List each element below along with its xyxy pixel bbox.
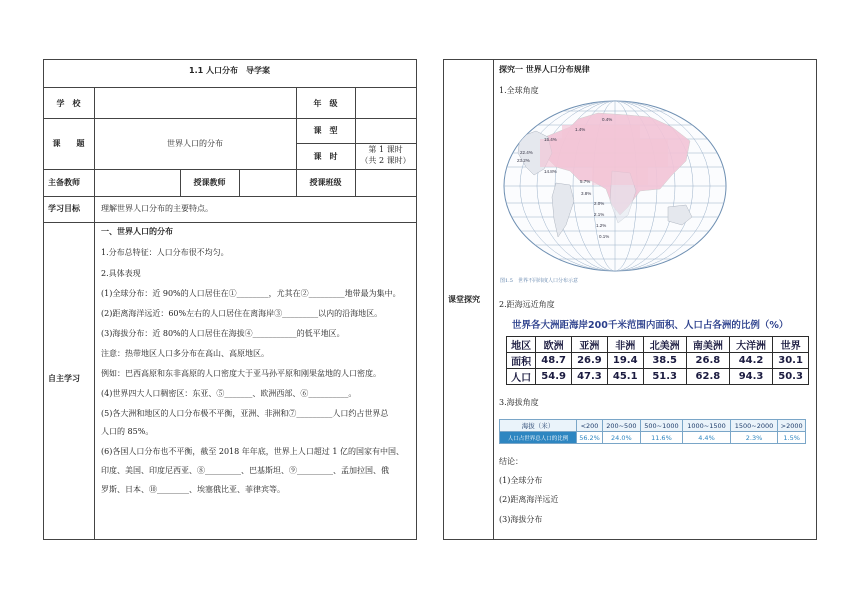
explore-heading: 探究一 世界人口分布规律 (499, 65, 590, 74)
table-header-cell: 南美洲 (686, 337, 729, 353)
map-label: 15.4% (544, 137, 557, 142)
label-class: 授课班级 (309, 178, 342, 187)
table-cell: 38.5 (643, 353, 686, 369)
lesson-time-line2: （共 2 课时） (360, 156, 411, 165)
conclusion-heading: 结论： (499, 457, 523, 466)
map-label: 2.1% (594, 212, 605, 217)
table-cell: 19.4 (607, 353, 643, 369)
map-label: 14.8% (544, 169, 557, 174)
map-label: 0.4% (602, 117, 613, 122)
table-header-cell: 1500~2000 (730, 420, 778, 432)
table-cell: 94.3 (729, 369, 772, 385)
doc-title: 1.1 人口分布 导学案 (189, 66, 270, 75)
distance-table (506, 336, 809, 385)
angle-global-label: 1.全球角度 (499, 86, 539, 95)
map-label: 1.4% (575, 127, 586, 132)
table-cell: 56.2% (577, 432, 603, 444)
content-line: 例如：巴西高原和东非高原的人口密度大于亚马孙平原和刚果盆地的人口密度。 (101, 369, 381, 378)
label-class-explore: 课堂探究 (448, 295, 480, 304)
table-cell: 人口占世界总人口的比例 (500, 432, 577, 444)
table-cell: 44.2 (729, 353, 772, 369)
altitude-table (499, 419, 806, 444)
label-teacher: 授课教师 (193, 178, 226, 187)
distance-table-title: 世界各大洲距海岸200千米范围内面积、人口占各洲的比例（%） (512, 320, 789, 331)
table-cell: 26.8 (686, 353, 729, 369)
map-label: 2.0% (594, 201, 605, 206)
content-line: 人口的 85%。 (101, 427, 154, 436)
content-line: 印度、美国、印度尼西亚、⑧_________、巴基斯坦、⑨_________、孟加拉国、俄 (101, 466, 389, 475)
table-cell: 50.3 (773, 369, 809, 385)
table-cell: 30.1 (773, 353, 809, 369)
map-label: 3.8% (581, 191, 592, 196)
label-grade: 年 级 (313, 99, 338, 108)
table-header-cell: 非洲 (607, 337, 643, 353)
table-header-cell: 500~1000 (640, 420, 683, 432)
table-cell: 62.8 (686, 369, 729, 385)
table-row (507, 369, 809, 385)
table-row (500, 420, 806, 432)
map-label: 23.2% (517, 158, 530, 163)
table-cell: 2.3% (730, 432, 778, 444)
angle-sea-label: 2.距海远近角度 (499, 300, 555, 309)
world-latitude-map (500, 97, 730, 275)
content-line: (3)海拔分布：近 80%的人口居住在海拔④___________的低平地区。 (101, 329, 345, 338)
content-line: (5)各大洲和地区的人口分布极不平衡，亚洲、非洲和⑦_________人口约占世界总 (101, 409, 389, 418)
table-header-cell: <200 (577, 420, 603, 432)
table-header-cell: 大洋洲 (729, 337, 772, 353)
table-cell: 26.9 (572, 353, 608, 369)
label-school: 学 校 (56, 99, 81, 108)
table-header-cell: 1000~1500 (683, 420, 731, 432)
table-header-cell: 地区 (507, 337, 536, 353)
label-lesson-time: 课 时 (313, 152, 338, 161)
content-line: 罗斯、日本、⑩________、埃塞俄比亚、菲律宾等。 (101, 485, 285, 494)
table-row (507, 353, 809, 369)
map-caption: 图1.5 世界不同纬度人口分布示意 (500, 278, 578, 284)
table-header-cell: 世界 (773, 337, 809, 353)
table-cell: 54.9 (536, 369, 572, 385)
goal-value: 理解世界人口分布的主要特点。 (101, 204, 213, 213)
angle-altitude-label: 3.海拔角度 (499, 398, 539, 407)
conclusion-item: (2)距离海洋远近 (499, 495, 559, 504)
table-header-cell: 海拔（米） (500, 420, 577, 432)
label-topic: 课 题 (52, 139, 85, 148)
map-label: 5.7% (580, 179, 591, 184)
content-line: (6)各国人口分布也不平衡，截至 2018 年年底，世界上人口超过 1 亿的国家有中国、 (101, 447, 404, 456)
section-heading: 一、世界人口的分布 (101, 227, 173, 236)
table-row (507, 337, 809, 353)
topic-value: 世界人口的分布 (167, 139, 223, 148)
content-line: (2)距离海洋远近：60%左右的人口居住在离海岸③_________以内的沿海地区。 (101, 309, 383, 318)
table-header-cell: 亚洲 (572, 337, 608, 353)
table-cell: 面积 (507, 353, 536, 369)
table-cell: 4.4% (683, 432, 731, 444)
table-cell: 51.3 (643, 369, 686, 385)
content-line: (4)世界四大人口稠密区：东亚、⑤_______、欧洲西部、⑥__________。 (101, 389, 357, 398)
table-cell: 11.6% (640, 432, 683, 444)
map-label: 1.2% (596, 223, 607, 228)
table-row (500, 432, 806, 444)
lesson-time-line1: 第 1 课时 (368, 145, 403, 154)
table-cell: 1.5% (778, 432, 806, 444)
content-line: 2.具体表现 (101, 269, 141, 278)
content-line: 注意：热带地区人口多分布在高山、高原地区。 (101, 349, 269, 358)
table-cell: 45.1 (607, 369, 643, 385)
map-label: 0.1% (599, 234, 610, 239)
table-header-cell: 欧洲 (536, 337, 572, 353)
table-cell: 人口 (507, 369, 536, 385)
table-header-cell: 200~500 (603, 420, 641, 432)
conclusion-item: (3)海拔分布 (499, 515, 543, 524)
table-header-cell: 北美洲 (643, 337, 686, 353)
table-cell: 24.0% (603, 432, 641, 444)
content-line: 1.分布总特征：人口分布很不均匀。 (101, 248, 229, 257)
conclusion-item: (1)全球分布 (499, 476, 543, 485)
table-cell: 47.3 (572, 369, 608, 385)
table-cell: 48.7 (536, 353, 572, 369)
label-lesson-type: 课 型 (313, 126, 338, 135)
label-lead-teacher: 主备教师 (48, 178, 80, 187)
map-label: 22.4% (520, 150, 533, 155)
content-line: (1)全球分布：近 90%的人口居住在①________，尤其在②_________地带最为集中。 (101, 289, 401, 298)
label-goal: 学习目标 (48, 204, 80, 213)
label-self-study: 自主学习 (48, 374, 80, 383)
table-header-cell: >2000 (778, 420, 806, 432)
